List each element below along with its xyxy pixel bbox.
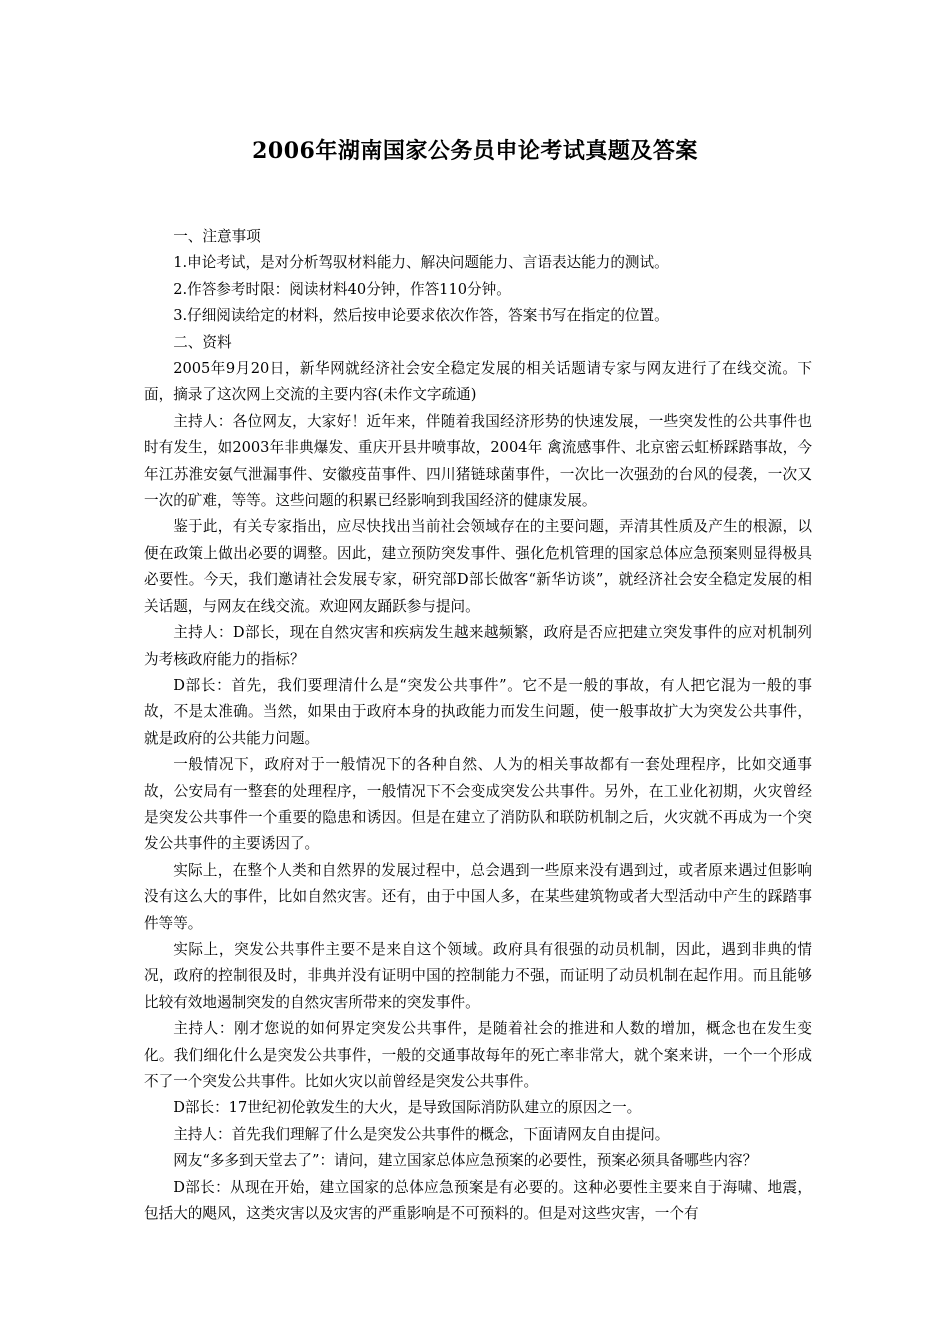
body-paragraph: 主持人：刚才您说的如何界定突发公共事件，是随着社会的推进和人数的增加，概念也在发生变化。我们细化什么是突发公共事件，一般的交通事故每年的死亡率非常大，就个案来讲，一个一个形成不了一个突发公共事件。比如火灾以前曾经是突发公共事件。 — [144, 1020, 812, 1090]
body-paragraph: 主持人：各位网友，大家好！近年来，伴随着我国经济形势的快速发展，一些突发性的公共事件也时有发生，如2003年非典爆发、重庆开县井喷事故，2004年 禽流感事件、北京密云虹桥踩踏事故，今年江苏淮安氨气泄漏事件、安徽疫苗事件、四川猪链球菌事件，一次比一次强劲的台风的侵袭，一次又一次的矿难，等等。这些问题的积累已经影响到我国经济的健康发展。 — [144, 412, 812, 510]
body-paragraph: 主持人：D部长，现在自然灾害和疾病发生越来越频繁，政府是否应把建立突发事件的应对机制列为考核政府能力的指标？ — [144, 624, 812, 668]
body-paragraph: 网友“多多到天堂去了”：请问，建立国家总体应急预案的必要性，预案必须具备哪些内容？ — [173, 1152, 758, 1170]
body-paragraph: 实际上，在整个人类和自然界的发展过程中，总会遇到一些原来没有遇到过，或者原来遇过但影响没有这么大的事件，比如自然灾害。还有，由于中国人多，在某些建筑物或者大型活动中产生的踩踏事件等等。 — [144, 861, 812, 932]
body-paragraph: D部长：17世纪初伦敦发生的大火，是导致国际消防队建立的原因之一。 — [173, 1099, 642, 1117]
note-item-1: 1.申论考试，是对分析驾驭材料能力、解决问题能力、言语表达能力的测试。 — [173, 254, 669, 272]
note-item-2: 2.作答参考时限：阅读材料40分钟，作答110分钟。 — [173, 280, 511, 298]
section-heading-materials: 二、资料 — [173, 333, 232, 351]
body-paragraph: 实际上，突发公共事件主要不是来自这个领域。政府具有很强的动员机制，因此，遇到非典的情况，政府的控制很及时，非典并没有证明中国的控制能力不强，而证明了动员机制在起作用。而且能够比较有效地遏制突发的自然灾害所带来的突发事件。 — [144, 940, 812, 1011]
body-paragraph: 一般情况下，政府对于一般情况下的各种自然、人为的相关事故都有一套处理程序，比如交通事故，公安局有一整套的处理程序，一般情况下不会变成突发公共事件。另外，在工业化初期，火灾曾经是突发公共事件一个重要的隐患和诱因。但是在建立了消防队和联防机制之后，火灾就不再成为一个突发公共事件的主要诱因了。 — [144, 756, 812, 853]
document-title: 2006年湖南国家公务员申论考试真题及答案 — [252, 138, 698, 164]
body-paragraph: 主持人：首先我们理解了什么是突发公共事件的概念，下面请网友自由提问。 — [173, 1125, 670, 1143]
note-item-3: 3.仔细阅读给定的材料，然后按申论要求依次作答，答案书写在指定的位置。 — [173, 307, 669, 325]
section-heading-notes: 一、注意事项 — [173, 228, 261, 245]
body-paragraph: D部长：从现在开始，建立国家的总体应急预案是有必要的。这种必要性主要来自于海啸、地震，包括大的飓风，这类灾害以及灾害的严重影响是不可预料的。但是对这些灾害，一个有 — [144, 1178, 812, 1223]
body-paragraph: D部长：首先，我们要理清什么是“突发公共事件”。它不是一般的事故，有人把它混为一般的事故，不是太准确。当然，如果由于政府本身的执政能力而发生问题，使一般事故扩大为突发公共事件， 就是政府的公共能力问题。 — [144, 676, 812, 747]
body-paragraph: 2005年9月20日，新华网就经济社会安全稳定发展的相关话题请专家与网友进行了在线交流。下面，摘录了这次网上交流的主要内容(未作文字疏通) — [144, 360, 812, 404]
body-paragraph: 鉴于此，有关专家指出，应尽快找出当前社会领域存在的主要问题，弄清其性质及产生的根源，以便在政策上做出必要的调整。因此，建立预防突发事件、强化危机管理的国家总体应急预案则显得极具必要性。今天，我们邀请社会发展专家，研究部D部长做客“新华访谈”，就经济社会安全稳定发展的相关话题，与网友在线交流。欢迎网友踊跃参与提问。 — [144, 518, 812, 615]
document-body — [144, 224, 812, 1227]
